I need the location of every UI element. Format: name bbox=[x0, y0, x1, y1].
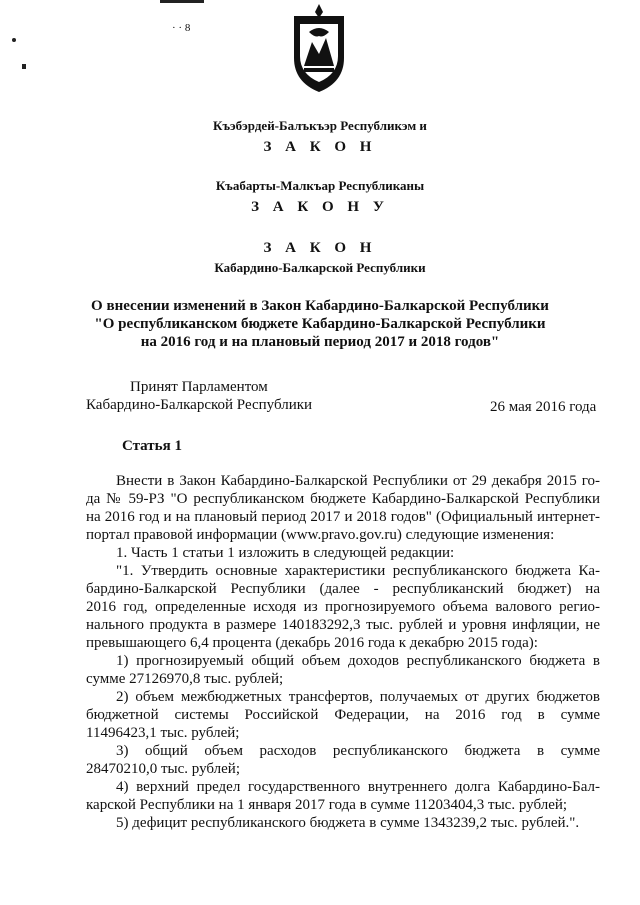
body-line: 1. Часть 1 статьи 1 изложить в следующей редакции: bbox=[116, 545, 455, 561]
body-line: 4) верхний предел государственного внутреннего долга Кабардино-Бал- bbox=[116, 779, 600, 795]
scan-dot bbox=[22, 64, 26, 69]
adoption-line-1: Принят Парламентом bbox=[130, 379, 268, 395]
body-line: 2) объем межбюджетных трансфертов, получаемых от других бюджетов bbox=[116, 689, 600, 705]
scan-dash bbox=[160, 0, 204, 3]
article-heading: Статья 1 bbox=[122, 438, 182, 454]
body-line: бардино-Балкарской Республики (далее - республиканский бюджет) на bbox=[86, 581, 600, 597]
kabardian-republic-line: Къэбэрдей-Балъкъэр Республикэм и bbox=[213, 118, 427, 133]
scan-corner-text: · · 8 bbox=[172, 22, 191, 34]
body-line: да № 59-РЗ "О республиканском бюджете Кабардино-Балкарской Республики bbox=[86, 491, 600, 507]
body-line: 3) общий объем расходов республиканского бюджета в сумме bbox=[116, 743, 600, 759]
body-line: карской Республики на 1 января 2017 года в сумме 11203404,3 тыс. рублей; bbox=[86, 797, 568, 813]
adoption-date: 26 мая 2016 года bbox=[490, 399, 597, 415]
body-line: на 2016 год и на плановый период 2017 и 2018 годов" (Официальный интернет- bbox=[86, 509, 600, 525]
russian-law-heading: З А К О Н bbox=[263, 240, 377, 256]
body-line: нального продукта в размере 140183292,3 тыс. рублей и уровня инфляции, не bbox=[86, 617, 600, 633]
russian-republic-line: Кабардино-Балкарской Республики bbox=[214, 260, 426, 275]
adoption-line-2: Кабардино-Балкарской Республики bbox=[86, 397, 313, 413]
body-line: превышающего 6,4 процента (декабрь 2016 года к декабрю 2015 года): bbox=[86, 635, 538, 651]
body-line: 1) прогнозируемый общий объем доходов республиканского бюджета в bbox=[116, 653, 600, 669]
scan-dot bbox=[12, 38, 16, 42]
body-line: 5) дефицит республиканского бюджета в сумме 1343239,2 тыс. рублей.". bbox=[116, 815, 580, 831]
balkar-law-heading: З А К О Н У bbox=[251, 199, 389, 215]
body-line: "1. Утвердить основные характеристики республиканского бюджета Ка- bbox=[116, 563, 600, 579]
body-line: бюджетной системы Российской Федерации, на 2016 год в сумме bbox=[86, 707, 600, 723]
coat-of-arms-emblem bbox=[290, 2, 348, 94]
law-title-line-1: О внесении изменений в Закон Кабардино-Балкарской Республики bbox=[91, 298, 549, 314]
body-line: сумме 27126970,8 тыс. рублей; bbox=[86, 671, 284, 687]
body-line: 11496423,1 тыс. рублей; bbox=[86, 725, 240, 741]
balkar-republic-line: Къабарты-Малкъар Республиканы bbox=[215, 178, 425, 193]
kabardian-law-heading: З А К О Н bbox=[263, 139, 377, 155]
body-line: Внести в Закон Кабардино-Балкарской Республики от 29 декабря 2015 го- bbox=[116, 473, 600, 489]
body-line: портал правовой информации (www.pravo.gov.ru) следующие изменения: bbox=[86, 527, 555, 543]
body-line: 28470210,0 тыс. рублей; bbox=[86, 761, 240, 777]
law-title-line-2: "О республиканском бюджете Кабардино-Балкарской Республики bbox=[94, 316, 546, 332]
body-line: 2016 год, определенные исходя из прогнозируемого объема валового регио- bbox=[86, 599, 600, 615]
law-title-line-3: на 2016 год и на плановый период 2017 и 2018 годов" bbox=[140, 334, 500, 350]
